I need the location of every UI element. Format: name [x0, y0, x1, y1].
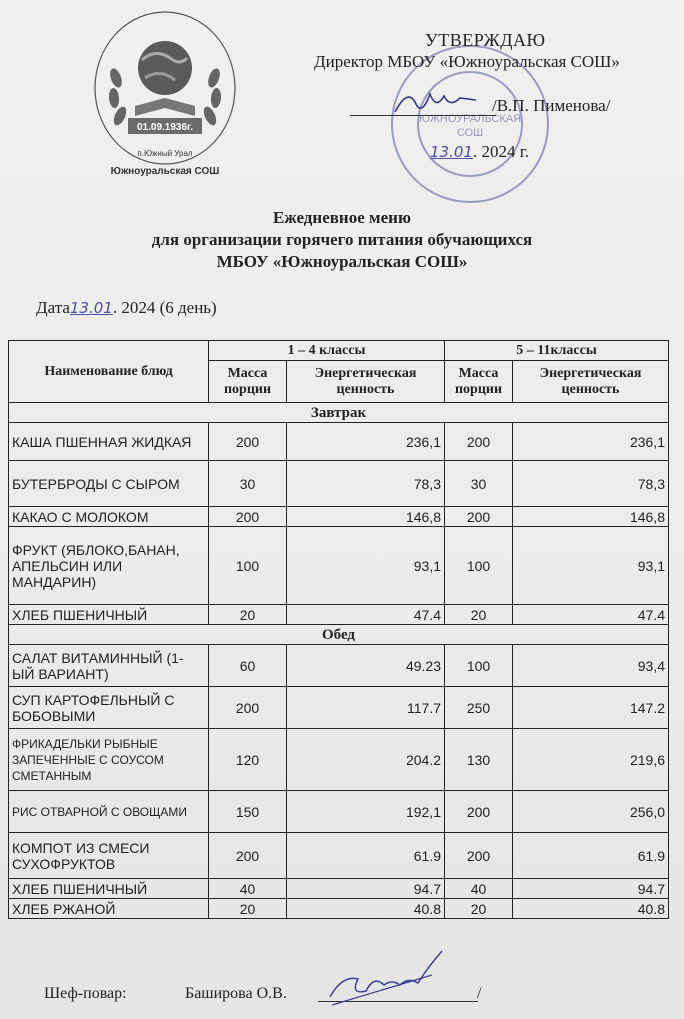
date-rest: . 2024 (6 день) [112, 298, 217, 317]
approval-date-printed: . 2024 г. [472, 142, 530, 161]
mass-1-4: 200 [209, 423, 287, 461]
energy-1-4: 93,1 [287, 527, 445, 605]
energy-5-11: 94.7 [513, 879, 669, 899]
energy-5-11: 61.9 [513, 833, 669, 879]
table-row [9, 645, 669, 687]
approval-director-name: /В.П. Пименова/ [492, 96, 611, 115]
energy-1-4: 204.2 [287, 729, 445, 791]
mass-5-11: 20 [445, 899, 513, 919]
header-group-1-4: 1 – 4 классы [209, 341, 445, 361]
energy-5-11: 78,3 [513, 461, 669, 507]
energy-1-4: 40.8 [287, 899, 445, 919]
mass-5-11: 200 [445, 507, 513, 527]
mass-5-11: 250 [445, 687, 513, 729]
energy-5-11: 47.4 [513, 605, 669, 625]
school-logo [90, 8, 240, 188]
mass-1-4: 200 [209, 687, 287, 729]
menu-heading-1: Ежедневное меню [273, 208, 411, 227]
mass-1-4: 30 [209, 461, 287, 507]
mass-1-4: 60 [209, 645, 287, 687]
menu-table [8, 340, 669, 919]
header-group-5-11: 5 – 11классы [445, 341, 669, 361]
logo-name: Южноуральская СОШ [110, 166, 220, 177]
header-mass-2: Масса порции [445, 361, 513, 403]
chef-signature [322, 945, 447, 1015]
section-lunch: Обед [9, 625, 669, 645]
dish-name: ХЛЕБ ПШЕНИЧНЫЙ [9, 605, 209, 625]
logo-date: 01.09.1936г. [137, 122, 193, 133]
table-row [9, 729, 669, 791]
chef-name: Баширова О.В. [185, 985, 287, 1002]
menu-date [36, 298, 217, 318]
dish-name: ХЛЕБ РЖАНОЙ [9, 899, 209, 919]
dish-name: САЛАТ ВИТАМИННЫЙ (1-ЫЙ ВАРИАНТ) [9, 645, 209, 687]
energy-1-4: 49.23 [287, 645, 445, 687]
mass-5-11: 100 [445, 645, 513, 687]
energy-5-11: 93,4 [513, 645, 669, 687]
date-handwritten: 13.01 [69, 299, 113, 317]
energy-1-4: 78,3 [287, 461, 445, 507]
mass-5-11: 100 [445, 527, 513, 605]
mass-5-11: 200 [445, 423, 513, 461]
menu-heading-2: для организации горячего питания обучающихся [151, 230, 533, 249]
mass-1-4: 150 [209, 791, 287, 833]
chef-label: Шеф-повар: [44, 985, 127, 1002]
energy-1-4: 94.7 [287, 879, 445, 899]
dish-name: ХЛЕБ ПШЕНИЧНЫЙ [9, 879, 209, 899]
mass-1-4: 20 [209, 899, 287, 919]
table-row [9, 507, 669, 527]
mass-1-4: 120 [209, 729, 287, 791]
table-row [9, 605, 669, 625]
mass-5-11: 200 [445, 833, 513, 879]
mass-1-4: 100 [209, 527, 287, 605]
energy-5-11: 147.2 [513, 687, 669, 729]
energy-1-4: 117.7 [287, 687, 445, 729]
dish-name: КОМПОТ ИЗ СМЕСИ СУХОФРУКТОВ [9, 833, 209, 879]
header-dish: Наименование блюд [9, 341, 209, 403]
dish-name: КАКАО С МОЛОКОМ [9, 507, 209, 527]
director-signature [390, 82, 480, 122]
mass-5-11: 40 [445, 879, 513, 899]
mass-5-11: 20 [445, 605, 513, 625]
header-mass-1: Масса порции [209, 361, 287, 403]
energy-5-11: 93,1 [513, 527, 669, 605]
section-breakfast: Завтрак [9, 403, 669, 423]
energy-5-11: 256,0 [513, 791, 669, 833]
logo-place: п.Южный Урал [137, 149, 193, 158]
mass-1-4: 20 [209, 605, 287, 625]
table-row [9, 879, 669, 899]
date-label: Дата [36, 298, 70, 317]
mass-5-11: 30 [445, 461, 513, 507]
energy-1-4: 47.4 [287, 605, 445, 625]
energy-1-4: 192,1 [287, 791, 445, 833]
dish-name: ФРУКТ (ЯБЛОКО,БАНАН, АПЕЛЬСИН ИЛИ МАНДАРИН) [9, 527, 209, 605]
table-row [9, 423, 669, 461]
menu-heading-3: МБОУ «Южноуральская СОШ» [216, 252, 468, 271]
stamp-line-1: ЮЖНОУРАЛЬСКАЯ [418, 113, 522, 125]
energy-5-11: 146,8 [513, 507, 669, 527]
approval-date [430, 142, 529, 162]
mass-1-4: 200 [209, 507, 287, 527]
table-row [9, 791, 669, 833]
energy-1-4: 61.9 [287, 833, 445, 879]
energy-5-11: 40.8 [513, 899, 669, 919]
dish-name: КАША ПШЕННАЯ ЖИДКАЯ [9, 423, 209, 461]
energy-5-11: 236,1 [513, 423, 669, 461]
header-energy-2: Энергетическая ценность [513, 361, 669, 403]
table-row [9, 461, 669, 507]
mass-5-11: 130 [445, 729, 513, 791]
approval-director-line: Директор МБОУ «Южноуральская СОШ» [314, 52, 620, 71]
approval-title: УТВЕРЖДАЮ [425, 30, 546, 50]
chef-slash: / [477, 985, 482, 1002]
energy-1-4: 236,1 [287, 423, 445, 461]
stamp-line-2: СОШ [456, 127, 484, 139]
approval-date-handwritten: 13.01 [430, 143, 473, 161]
dish-name: СУП КАРТОФЕЛЬНЫЙ С БОБОВЫМИ [9, 687, 209, 729]
dish-name: БУТЕРБРОДЫ С СЫРОМ [9, 461, 209, 507]
table-row [9, 687, 669, 729]
mass-5-11: 200 [445, 791, 513, 833]
mass-1-4: 200 [209, 833, 287, 879]
dish-name: ФРИКАДЕЛЬКИ РЫБНЫЕ ЗАПЕЧЕННЫЕ С СОУСОМ СМЕТАННЫМ [9, 729, 209, 791]
energy-5-11: 219,6 [513, 729, 669, 791]
table-row [9, 833, 669, 879]
table-row [9, 899, 669, 919]
mass-1-4: 40 [209, 879, 287, 899]
energy-1-4: 146,8 [287, 507, 445, 527]
dish-name: РИС ОТВАРНОЙ С ОВОЩАМИ [9, 791, 209, 833]
header-energy-1: Энергетическая ценность [287, 361, 445, 403]
table-row [9, 527, 669, 605]
